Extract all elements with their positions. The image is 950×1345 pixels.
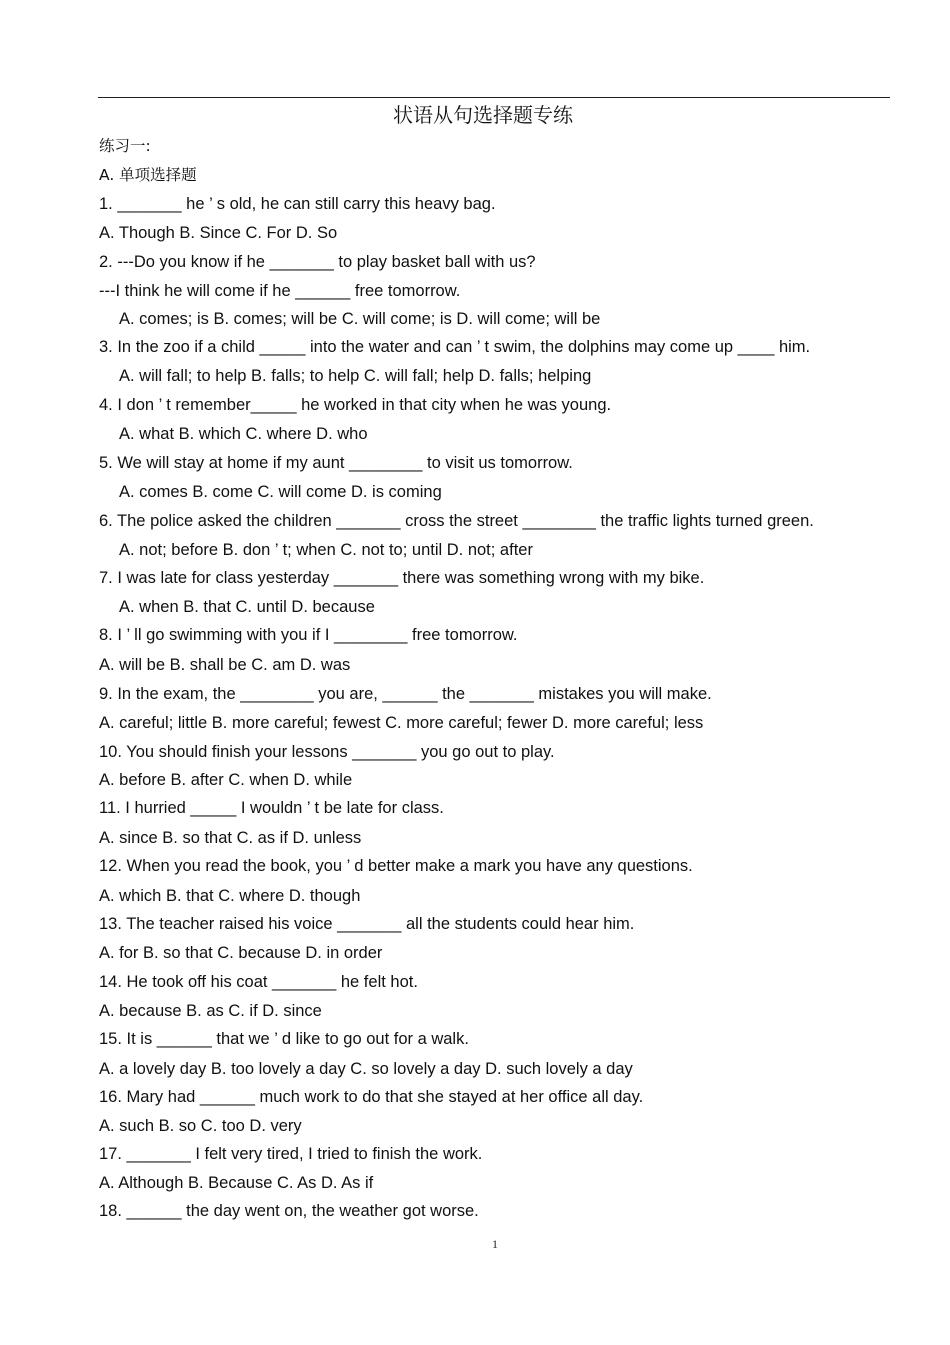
question-11: 11. I hurried _____ I wouldn ’ t be late for class. xyxy=(99,799,444,817)
question-14: 14. He took off his coat _______ he felt hot. xyxy=(99,973,418,991)
question-7: 7. I was late for class yesterday _______ there was something wrong with my bike. xyxy=(99,569,705,587)
header-rule xyxy=(98,97,890,98)
part-label: A. 单项选择题 xyxy=(99,166,197,184)
question-13: 13. The teacher raised his voice _______ all the students could hear him. xyxy=(99,915,635,933)
question-3: 3. In the zoo if a child _____ into the water and can ’ t swim, the dolphins may come up ____ him. xyxy=(99,338,811,356)
question-8: 8. I ’ ll go swimming with you if I ________ free tomorrow. xyxy=(99,626,518,644)
question-3-options: A. will fall; to help B. falls; to help C. will fall; help D. falls; helping xyxy=(119,367,592,385)
question-2-reply: ---I think he will come if he ______ free tomorrow. xyxy=(99,282,461,300)
question-17-options: A. Although B. Because C. As D. As if xyxy=(99,1174,374,1192)
question-6-options: A. not; before B. don ’ t; when C. not to; until D. not; after xyxy=(119,541,533,559)
document-title: 状语从句选择题专练 xyxy=(393,103,573,127)
question-8-options: A. will be B. shall be C. am D. was xyxy=(99,656,351,674)
question-16-options: A. such B. so C. too D. very xyxy=(99,1117,302,1135)
question-4-options: A. what B. which C. where D. who xyxy=(119,425,368,443)
question-7-options: A. when B. that C. until D. because xyxy=(119,598,375,616)
question-9-options: A. careful; little B. more careful; fewest C. more careful; fewer D. more careful; less xyxy=(99,714,704,732)
question-15: 15. It is ______ that we ’ d like to go out for a walk. xyxy=(99,1030,469,1048)
question-1-options: A. Though B. Since C. For D. So xyxy=(99,224,338,242)
question-18: 18. ______ the day went on, the weather got worse. xyxy=(99,1202,479,1220)
question-10: 10. You should finish your lessons _______ you go out to play. xyxy=(99,743,555,761)
question-9: 9. In the exam, the ________ you are, ______ the _______ mistakes you will make. xyxy=(99,685,712,703)
question-12-options: A. which B. that C. where D. though xyxy=(99,887,361,905)
question-4: 4. I don ’ t remember_____ he worked in that city when he was young. xyxy=(99,396,612,414)
question-2: 2. ---Do you know if he _______ to play basket ball with us? xyxy=(99,253,536,271)
question-5: 5. We will stay at home if my aunt ________ to visit us tomorrow. xyxy=(99,454,573,472)
question-10-options: A. before B. after C. when D. while xyxy=(99,771,353,789)
question-6: 6. The police asked the children _______ cross the street ________ the traffic lights turned green. xyxy=(99,512,814,530)
question-1: 1. _______ he ’ s old, he can still carry this heavy bag. xyxy=(99,195,496,213)
question-12: 12. When you read the book, you ’ d better make a mark you have any questions. xyxy=(99,857,693,875)
section-label: 练习一: xyxy=(99,137,151,155)
question-11-options: A. since B. so that C. as if D. unless xyxy=(99,829,362,847)
question-13-options: A. for B. so that C. because D. in order xyxy=(99,944,383,962)
question-15-options: A. a lovely day B. too lovely a day C. so lovely a day D. such lovely a day xyxy=(99,1060,633,1078)
question-17: 17. _______ I felt very tired, I tried to finish the work. xyxy=(99,1145,483,1163)
page-number: 1 xyxy=(492,1237,498,1251)
question-5-options: A. comes B. come C. will come D. is coming xyxy=(119,483,442,501)
question-14-options: A. because B. as C. if D. since xyxy=(99,1002,322,1020)
question-2-options: A. comes; is B. comes; will be C. will come; is D. will come; will be xyxy=(119,310,601,328)
question-16: 16. Mary had ______ much work to do that she stayed at her office all day. xyxy=(99,1088,644,1106)
